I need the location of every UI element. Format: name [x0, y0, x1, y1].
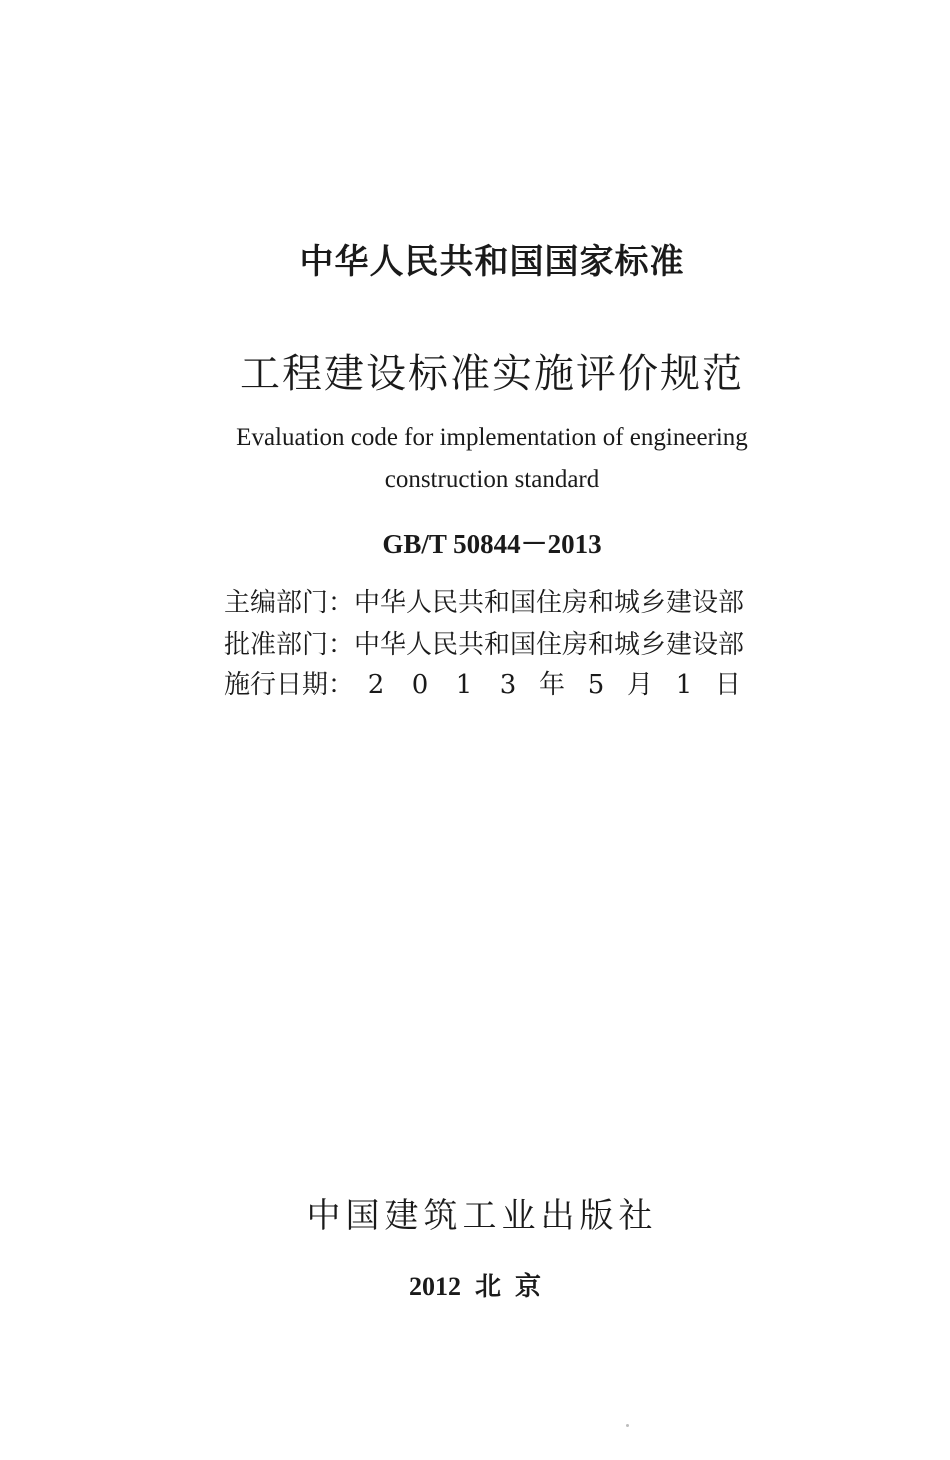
effective-date-value [354, 664, 750, 701]
publisher-name: 中国建筑工业出版社 [306, 1196, 658, 1236]
publication-year: 2012 [408, 1272, 461, 1301]
date-char: 5 [587, 670, 605, 700]
date-char: 月 [627, 670, 654, 700]
approver-department-label: 批准部门： [224, 630, 355, 660]
publication-year-city [0, 1266, 950, 1303]
date-char: 1 [455, 670, 473, 700]
effective-date-label: 施行日期： [224, 670, 355, 700]
standard-title-en-line1: Evaluation code for implementation of engineering [236, 424, 748, 451]
date-char: 0 [411, 670, 429, 700]
editor-department-value: 中华人民共和国住房和城乡建设部 [354, 588, 745, 618]
date-char: 年 [539, 670, 566, 700]
date-char: 2 [367, 670, 385, 700]
standard-title-zh: 工程建设标准实施评价规范 [240, 351, 744, 397]
date-char: 日 [715, 670, 742, 700]
national-standard-heading: 中华人民共和国国家标准 [299, 242, 685, 282]
editor-department-label: 主编部门： [224, 588, 355, 618]
approver-department-value: 中华人民共和国住房和城乡建设部 [354, 630, 745, 660]
standard-title-en-line2: construction standard [384, 466, 600, 493]
date-char: 3 [499, 670, 517, 700]
approver-department-row [224, 624, 824, 661]
publication-city: 北京 [474, 1272, 555, 1302]
scan-speck [626, 1424, 629, 1427]
effective-date-row [224, 664, 824, 701]
standard-code: GB/T 50844－2013 [382, 529, 602, 559]
editor-department-row [224, 582, 824, 619]
date-char: 1 [675, 670, 693, 700]
